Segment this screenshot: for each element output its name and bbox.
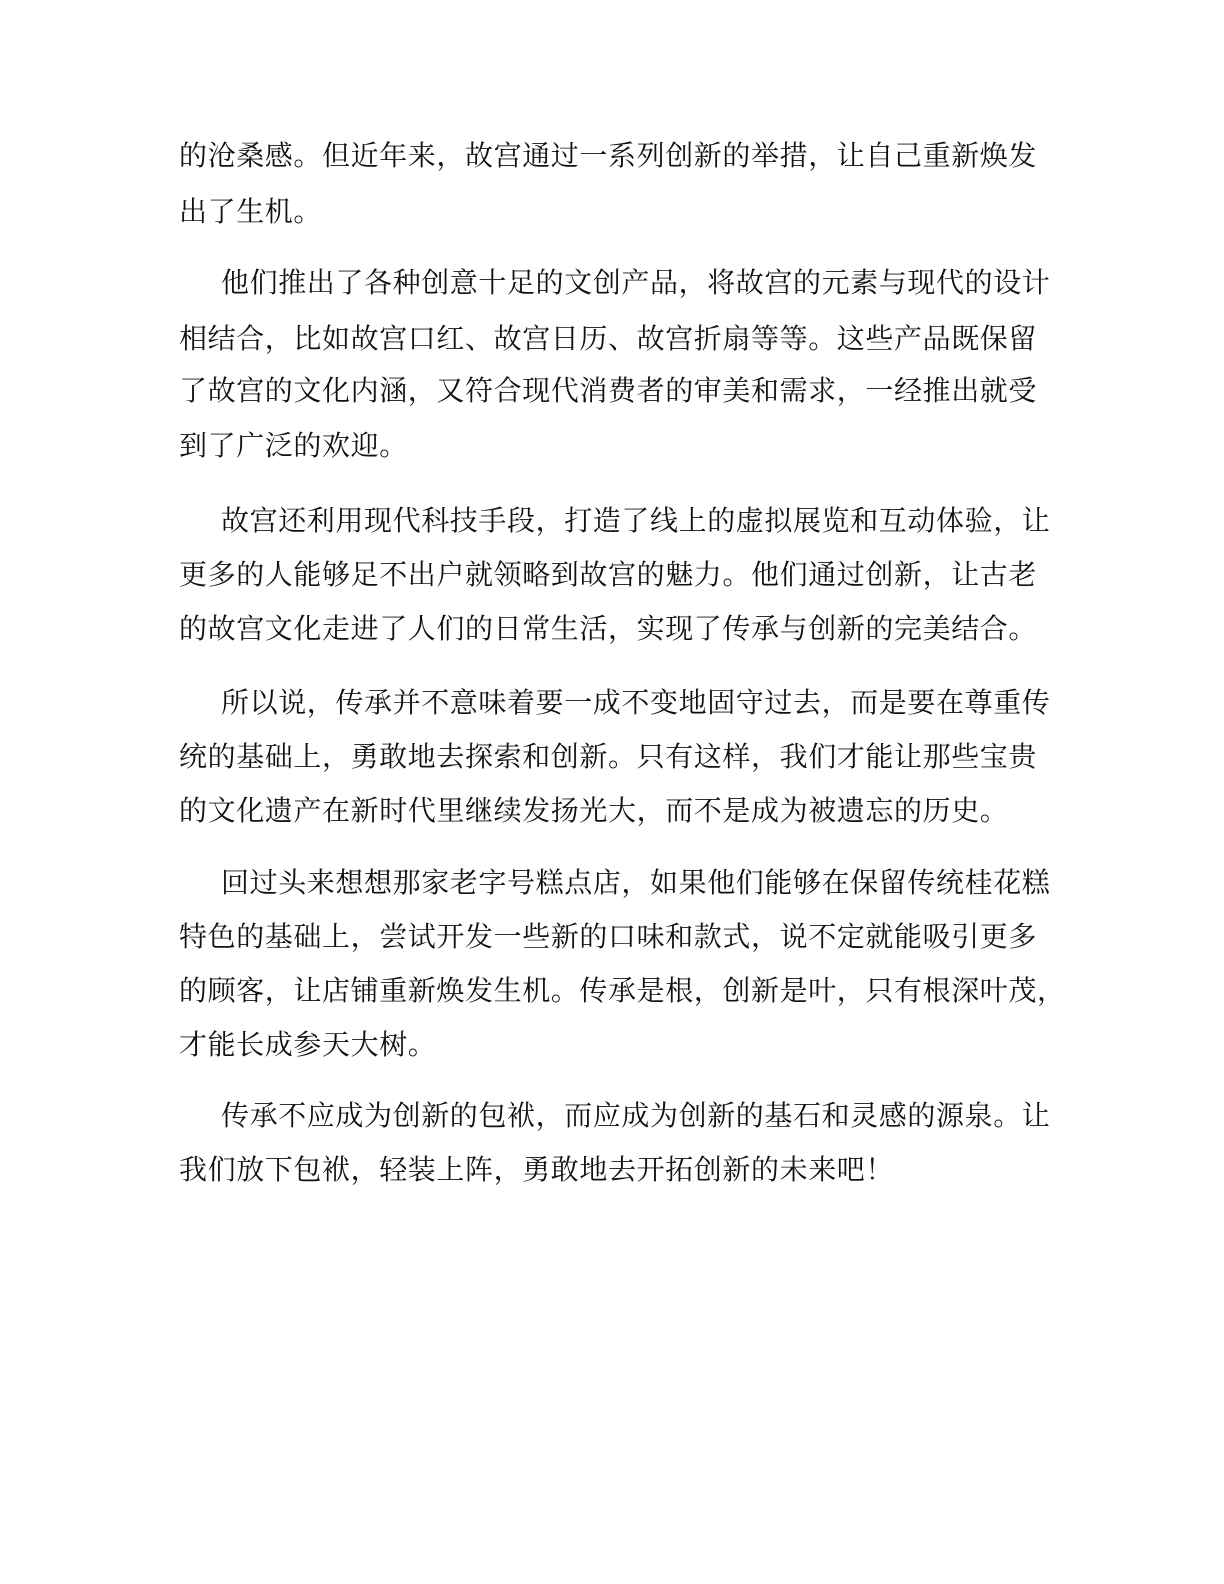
paragraph-5-line-4: 才能长成参天大树。 — [179, 1028, 437, 1061]
paragraph-1-line-2: 出了生机。 — [179, 195, 323, 228]
paragraph-6-line-2: 我们放下包袱，轻装上阵，勇敢地去开拓创新的未来吧！ — [179, 1153, 895, 1186]
paragraph-5-line-1: 回过头来想想那家老字号糕点店，如果他们能够在保留传统桂花糕 — [221, 866, 1051, 899]
paragraph-4-line-3: 的文化遗产在新时代里继续发扬光大，而不是成为被遗忘的历史。 — [179, 794, 1009, 827]
paragraph-2-line-1: 他们推出了各种创意十足的文创产品，将故宫的元素与现代的设计 — [221, 266, 1051, 299]
paragraph-1-line-1: 的沧桑感。但近年来，故宫通过一系列创新的举措，让自己重新焕发 — [179, 139, 1038, 172]
paragraph-5-line-2: 特色的基础上，尝试开发一些新的口味和款式，说不定就能吸引更多 — [179, 920, 1038, 953]
paragraph-3-line-1: 故宫还利用现代科技手段，打造了线上的虚拟展览和互动体验，让 — [221, 504, 1051, 537]
paragraph-5-line-3: 的顾客，让店铺重新焕发生机。传承是根，创新是叶，只有根深叶茂， — [179, 974, 1066, 1007]
paragraph-2-line-2: 相结合，比如故宫口红、故宫日历、故宫折扇等等。这些产品既保留 — [179, 322, 1038, 355]
paragraph-4-line-1: 所以说，传承并不意味着要一成不变地固守过去，而是要在尊重传 — [221, 686, 1051, 719]
paragraph-2-line-4: 到了广泛的欢迎。 — [179, 429, 408, 462]
paragraph-4-line-2: 统的基础上，勇敢地去探索和创新。只有这样，我们才能让那些宝贵 — [179, 740, 1038, 773]
paragraph-2-line-3: 了故宫的文化内涵，又符合现代消费者的审美和需求，一经推出就受 — [179, 374, 1038, 407]
paragraph-6-line-1: 传承不应成为创新的包袱，而应成为创新的基石和灵感的源泉。让 — [221, 1099, 1051, 1132]
paragraph-3-line-3: 的故宫文化走进了人们的日常生活，实现了传承与创新的完美结合。 — [179, 612, 1038, 645]
paragraph-3-line-2: 更多的人能够足不出户就领略到故宫的魅力。他们通过创新，让古老 — [179, 558, 1038, 591]
